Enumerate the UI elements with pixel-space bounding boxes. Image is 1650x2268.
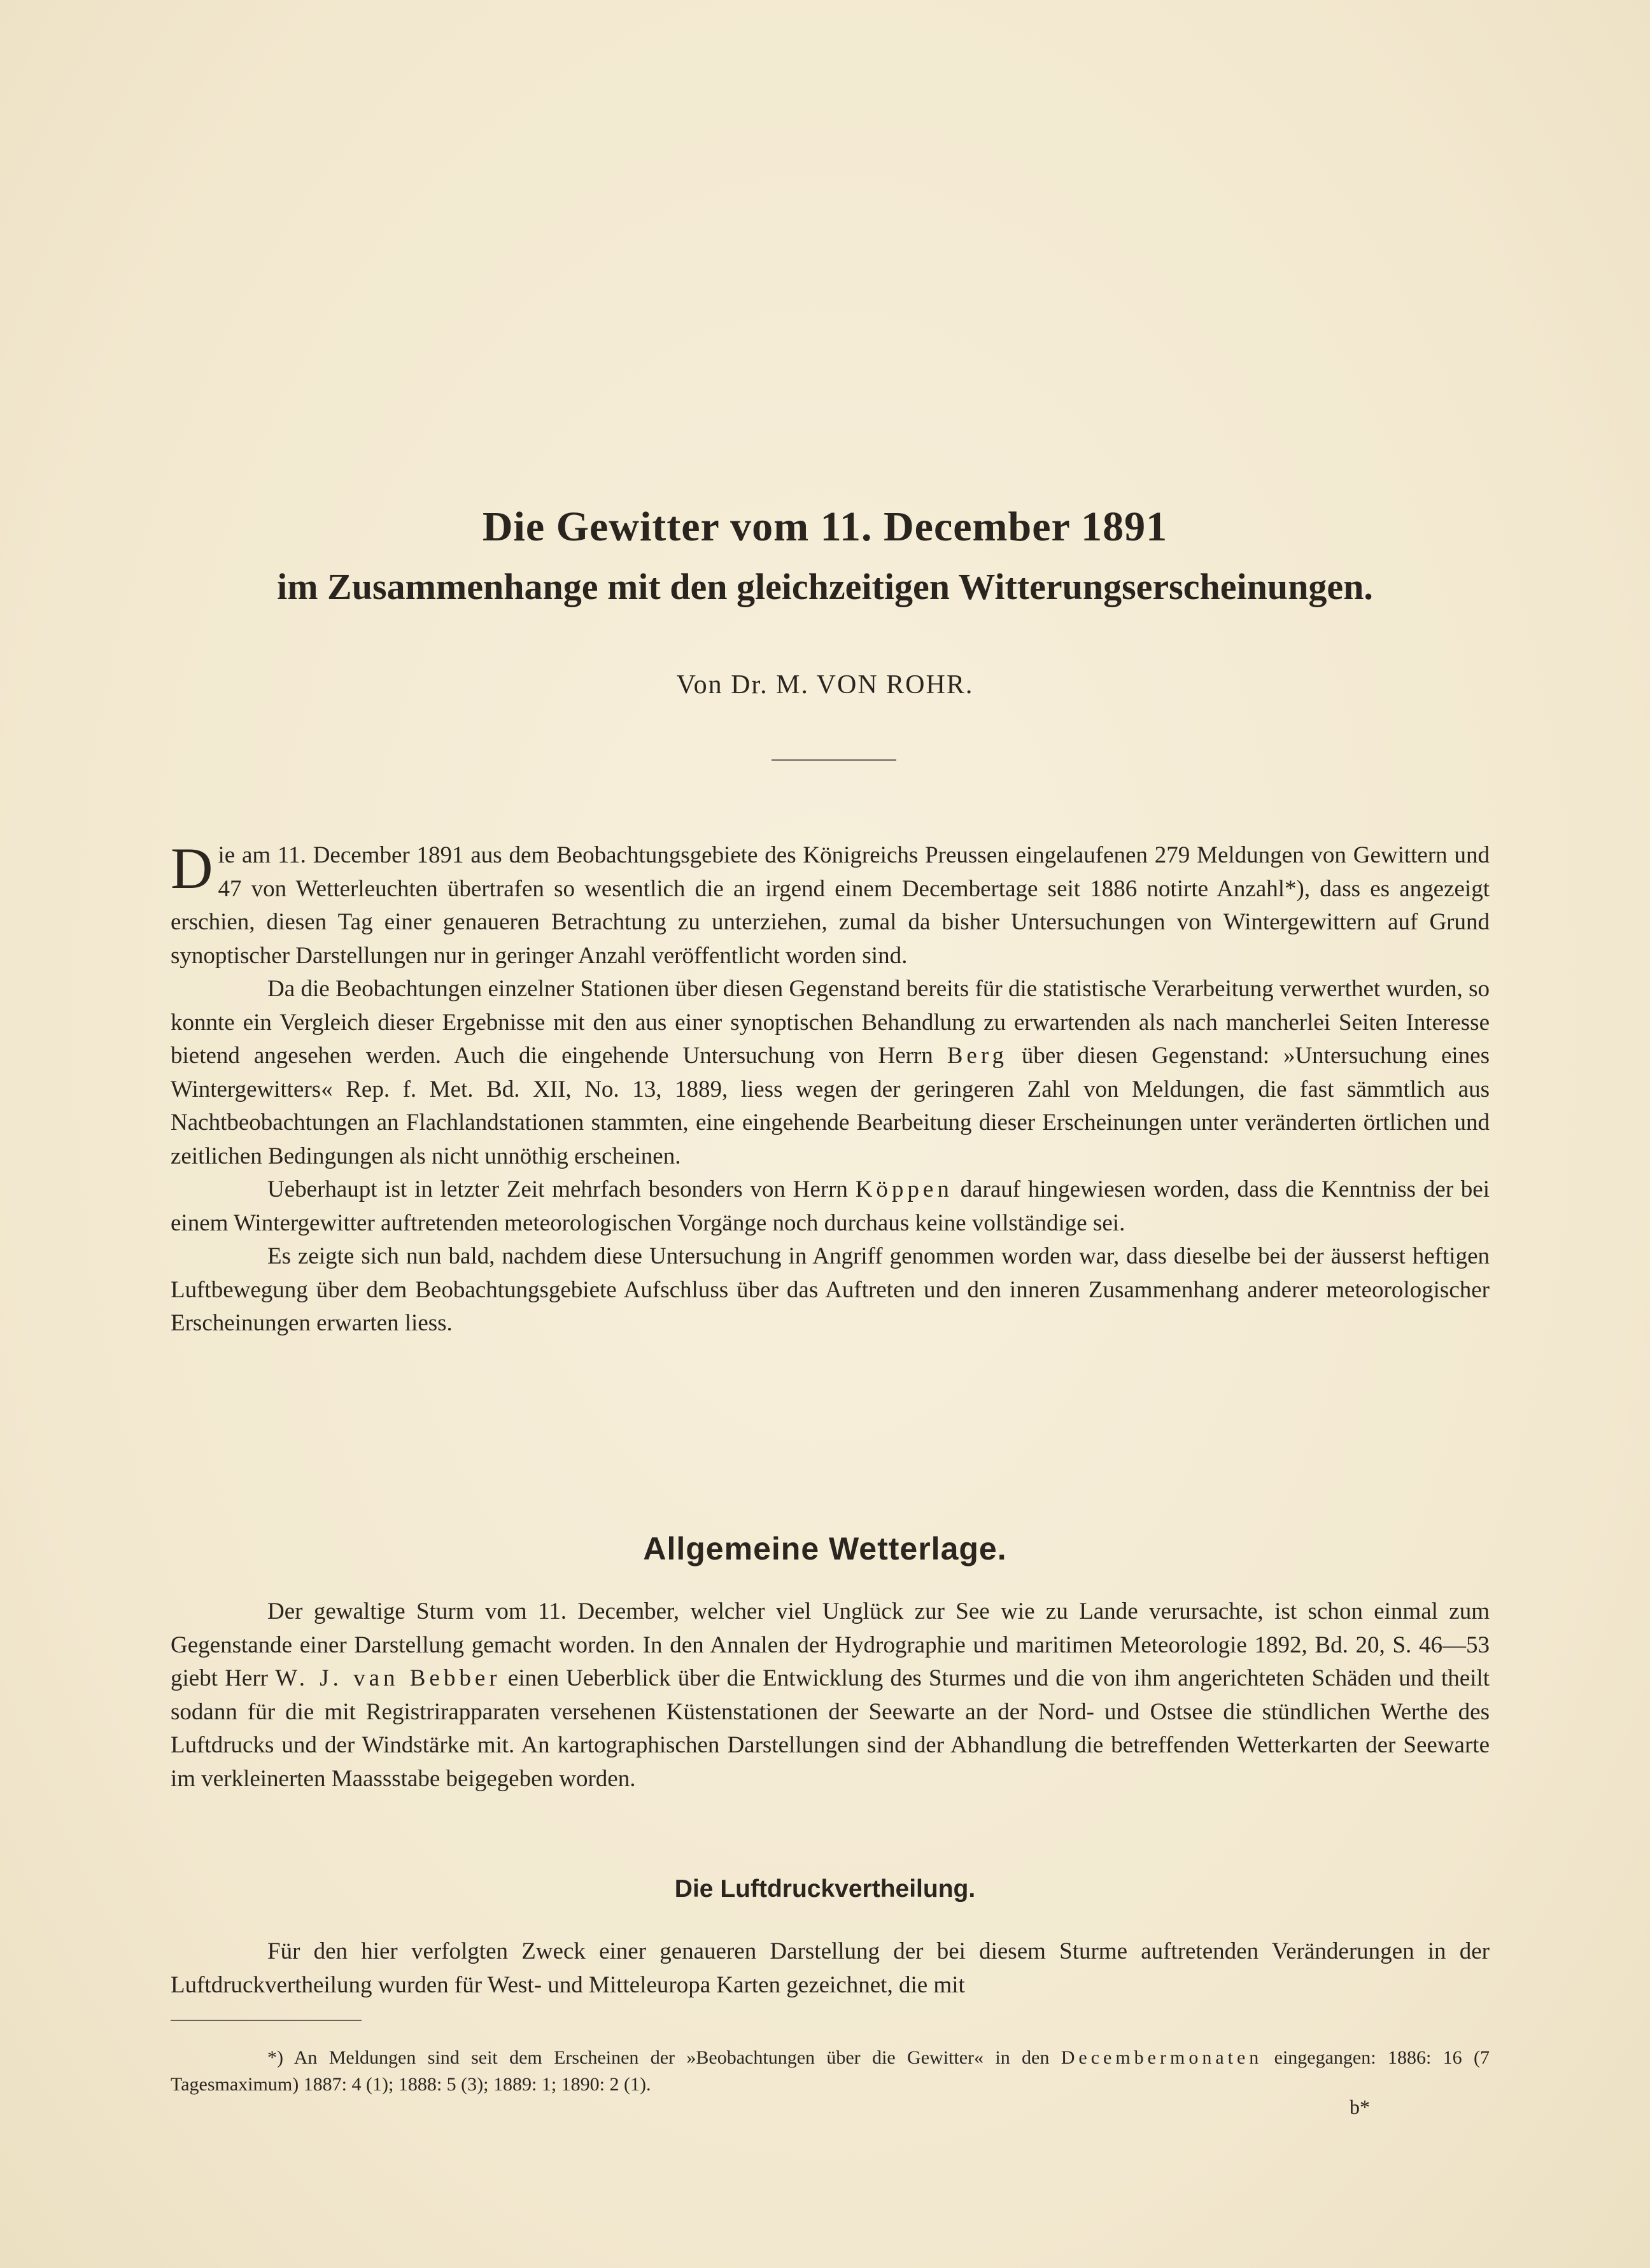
wetterlage-paragraph-1 xyxy=(171,1595,1490,1796)
author-name-berg: Berg xyxy=(947,1043,1008,1069)
section-heading-wetterlage: Allgemeine Wetterlage. xyxy=(643,1531,1007,1567)
intro-paragraph-2-text-b: über diesen Gegenstand: »Untersuchung eines Wintergewitters« Rep. f. Met. Bd. XII, No. 13, 1889, liess wegen der geringeren Zahl von Meldungen, die fast sämmtlich aus Nachtbeobachtungen an Flachlandstationen stammten, eine eingehende Bearbeitung dieser Erscheinungen unter veränderten örtlichen und zeitlichen Bedingungen als nicht unnöthig erscheinen. xyxy=(171,1043,1490,1169)
author-name-van-bebber: W. J. van Bebber xyxy=(275,1665,501,1691)
intro-section xyxy=(171,836,1490,1341)
intro-paragraph-2 xyxy=(171,973,1490,1173)
footnote-text-b: eingegangen: 1886: 16 (7 Tagesmaximum) 1887: 4 (1); 1888: 5 (3); 1889: 1; 1890: 2 (1). xyxy=(171,2047,1490,2095)
subsection-heading-luftdruck: Die Luftdruckvertheilung. xyxy=(674,1875,976,1903)
intro-paragraph-3 xyxy=(171,1173,1490,1240)
intro-paragraph-4: Es zeigte sich nun bald, nachdem diese Untersuchung in Angriff genommen worden war, dass dieselbe bei der äusserst heftigen Luftbewegung über dem Beobachtungsgebiete Aufschluss über das Auftreten und den inneren Zusammenhang anderer meteorologischer Erscheinungen erwarten liess. xyxy=(171,1243,1490,1336)
footnote xyxy=(171,2045,1490,2098)
footnote-divider xyxy=(171,2020,362,2021)
wetterlage-text-b: einen Ueberblick über die Entwicklung des Sturmes und die von ihm angerichteten Schäden und theilt sodann für die mit Registrirapparaten versehenen Küstenstationen der Seewarte an der Nord- und Ostsee die stündlichen Werthe des Luftdrucks und der Windstärke mit. An kartographischen Darstellungen sind der Abhandlung die betreffenden Wetterkarten der Seewarte im verkleinerten Maassstabe beigegeben worden. xyxy=(171,1665,1490,1792)
luftdruck-paragraph-1: Für den hier verfolgten Zweck einer genaueren Darstellung der bei diesem Sturme auftretenden Veränderungen in der Luftdruckvertheilung wurden für West- und Mitteleuropa Karten gezeichnet, die mit xyxy=(171,1938,1490,1998)
author-byline: Von Dr. M. VON ROHR. xyxy=(676,670,974,700)
drop-cap: D xyxy=(171,836,213,901)
title-divider xyxy=(772,759,896,761)
title-line-2: im Zusammenhange mit den gleichzeitigen Witterungserscheinungen. xyxy=(277,566,1373,607)
footnote-emphasis: Decembermonaten xyxy=(1061,2047,1263,2068)
intro-paragraph-3-text-b: darauf hingewiesen worden, dass die Kenntniss der bei einem Wintergewitter auftretenden meteorologischen Vorgänge noch durchaus keine vollständige sei. xyxy=(171,1176,1490,1236)
intro-paragraph-2-text-a: Da die Beobachtungen einzelner Stationen über diesen Gegenstand bereits für die statistische Verarbeitung verwerthet wurden, so konnte ein Vergleich dieser Ergebnisse mit den aus einer synoptischen Behandlung zu erwartenden als nach mancherlei Seiten Interesse bietend angesehen werden. Auch die eingehende Untersuchung von Herrn xyxy=(171,976,1490,1069)
wetterlage-text-a: Der gewaltige Sturm vom 11. December, welcher viel Unglück zur See wie zu Lande verursachte, ist schon einmal zum Gegenstande einer Darstellung gemacht worden. In den Annalen der Hydrographie und maritimen Meteorologie 1892, Bd. 20, S. 46—53 giebt Herr xyxy=(171,1598,1490,1691)
intro-paragraph-3-text-a: Ueberhaupt ist in letzter Zeit mehrfach besonders von Herrn xyxy=(267,1176,856,1202)
intro-paragraph-1 xyxy=(171,836,1490,973)
luftdruck-section xyxy=(171,1935,1490,2002)
author-name-koeppen: Köppen xyxy=(855,1176,953,1202)
title-line-1: Die Gewitter vom 11. December 1891 xyxy=(482,504,1168,550)
wetterlage-section xyxy=(171,1595,1490,1796)
signature-mark: b* xyxy=(1350,2095,1370,2118)
footnote-text-a: *) An Meldungen sind seit dem Erscheinen der »Beobachtungen über die Gewitter« in den xyxy=(267,2047,1061,2068)
intro-paragraph-1-text: ie am 11. December 1891 aus dem Beobachtungsgebiete des Königreichs Preussen eingelaufenen 279 Meldungen von Gewittern und 47 von Wetterleuchten übertrafen so wesentlich die an irgend einem Decembertage seit 1886 notirte Anzahl*), dass es angezeigt erschien, diesen Tag einer genaueren Betrachtung zu unterziehen, zumal da bisher Untersuchungen von Wintergewittern auf Grund synoptischer Darstellungen nur in geringer Anzahl veröffentlicht worden sind. xyxy=(171,842,1490,969)
